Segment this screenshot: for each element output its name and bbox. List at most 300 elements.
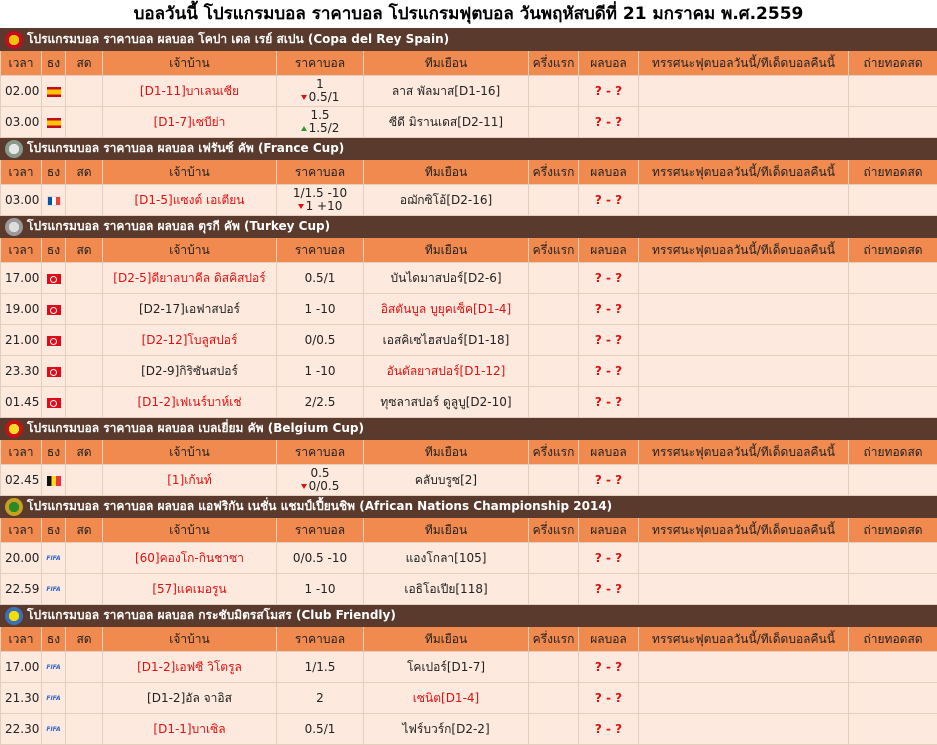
column-header-tips: ทรรศนะฟุตบอลวันนี้/ทีเด็ดบอลคืนนี้ xyxy=(639,518,849,543)
home-team-cell[interactable] xyxy=(103,574,277,605)
broadcast-cell xyxy=(849,76,937,107)
match-row xyxy=(1,683,937,714)
away-team[interactable]: บันไดมาสปอร์[D2-6] xyxy=(390,271,501,285)
match-row xyxy=(1,387,937,418)
flag-cell xyxy=(42,387,66,418)
match-row xyxy=(1,356,937,387)
away-team[interactable]: ทุซลาสปอร์ ดูลูบู[D2-10] xyxy=(380,395,511,409)
tips-cell xyxy=(639,652,849,683)
odds-cell xyxy=(277,652,364,683)
odds-cell xyxy=(277,683,364,714)
home-team[interactable]: [60]คองโก-กินชาซา xyxy=(135,551,244,565)
tips-cell xyxy=(639,356,849,387)
spain-cup-icon xyxy=(5,31,23,49)
column-header-odds: ราคาบอล xyxy=(277,51,364,76)
column-header-away: ทีมเยือน xyxy=(364,238,529,263)
tips-cell xyxy=(639,263,849,294)
match-time: 21.30 xyxy=(1,683,42,714)
league-name: โปรแกรมบอล ราคาบอล ผลบอล เบลเยี่ยม คัพ (Belgium Cup) xyxy=(27,421,364,435)
away-team[interactable]: อันตัลยาสปอร์[D1-12] xyxy=(387,364,506,378)
odds-value-2: 0.5/1 xyxy=(309,90,340,104)
league-bar xyxy=(1,418,937,440)
odds-cell xyxy=(277,294,364,325)
arrow-down-icon xyxy=(301,95,307,100)
column-header-live: สด xyxy=(66,627,103,652)
home-team[interactable]: [D2-5]ดียาลบาคีล ดิสคิสปอร์ xyxy=(113,271,265,285)
odds-block xyxy=(277,109,363,135)
home-team-cell[interactable] xyxy=(103,263,277,294)
result-score: ? - ? xyxy=(579,185,639,216)
tips-cell xyxy=(639,543,849,574)
flag-cell xyxy=(42,652,66,683)
odds-cell xyxy=(277,263,364,294)
odds-cell xyxy=(277,465,364,496)
page-title: บอลวันนี้ โปรแกรมบอล ราคาบอล โปรแกรมฟุตบอล วันพฤหัสบดีที่ 21 มกราคม พ.ศ.2559 xyxy=(0,0,937,28)
away-team[interactable]: เอสคิเซไฮสปอร์[D1-18] xyxy=(383,333,510,347)
home-team[interactable]: [D2-12]โบลูสปอร์ xyxy=(142,333,238,347)
match-row xyxy=(1,185,937,216)
column-header-tips: ทรรศนะฟุตบอลวันนี้/ทีเด็ดบอลคืนนี้ xyxy=(639,440,849,465)
half-time-cell xyxy=(529,714,579,745)
home-team[interactable]: [D1-11]บาเลนเซีย xyxy=(140,84,239,98)
odds-block xyxy=(277,78,363,104)
odds-line: 0/0.5 xyxy=(277,334,363,347)
tips-cell xyxy=(639,325,849,356)
away-team-cell[interactable] xyxy=(364,574,529,605)
league-name: โปรแกรมบอล ราคาบอล ผลบอล โคปา เดล เรย์ สเปน (Copa del Rey Spain) xyxy=(27,32,449,46)
home-team-cell[interactable] xyxy=(103,714,277,745)
flag-cell xyxy=(42,325,66,356)
home-team[interactable]: [1]เก้นท์ xyxy=(167,473,211,487)
live-cell xyxy=(66,76,103,107)
live-cell xyxy=(66,465,103,496)
live-cell xyxy=(66,263,103,294)
home-team[interactable]: [D1-2]เฟเนร์บาห์เช่ xyxy=(137,395,241,409)
home-team-cell[interactable] xyxy=(103,465,277,496)
broadcast-cell xyxy=(849,107,937,138)
column-header-time: เวลา xyxy=(1,160,42,185)
turkey-flag-icon xyxy=(47,367,61,377)
column-header-live: สด xyxy=(66,160,103,185)
match-time: 19.00 xyxy=(1,294,42,325)
home-team-cell[interactable] xyxy=(103,185,277,216)
match-time: 03.00 xyxy=(1,185,42,216)
column-header-live: สด xyxy=(66,518,103,543)
column-header-flag: ธง xyxy=(42,160,66,185)
column-header-home: เจ้าบ้าน xyxy=(103,51,277,76)
half-time-cell xyxy=(529,325,579,356)
odds-cell xyxy=(277,387,364,418)
odds-block xyxy=(277,692,363,705)
column-header-half: ครึ่งแรก xyxy=(529,51,579,76)
live-cell xyxy=(66,387,103,418)
half-time-cell xyxy=(529,294,579,325)
broadcast-cell xyxy=(849,683,937,714)
half-time-cell xyxy=(529,76,579,107)
fifa-flag-icon: FIFA xyxy=(46,725,62,734)
tips-cell xyxy=(639,465,849,496)
result-score: ? - ? xyxy=(579,652,639,683)
league-name: โปรแกรมบอล ราคาบอล ผลบอล กระชับมิตรสโมสร (Club Friendly) xyxy=(27,608,396,622)
broadcast-cell xyxy=(849,652,937,683)
turkey-flag-icon xyxy=(47,398,61,408)
arrow-down-icon xyxy=(298,204,304,209)
live-cell xyxy=(66,107,103,138)
away-team-cell[interactable] xyxy=(364,76,529,107)
flag-cell xyxy=(42,543,66,574)
match-time: 01.45 xyxy=(1,387,42,418)
column-header-odds: ราคาบอล xyxy=(277,160,364,185)
flag-cell xyxy=(42,683,66,714)
flag-cell xyxy=(42,76,66,107)
column-header-half: ครึ่งแรก xyxy=(529,160,579,185)
column-header-live: สด xyxy=(66,238,103,263)
column-header-half: ครึ่งแรก xyxy=(529,238,579,263)
home-team-cell[interactable] xyxy=(103,107,277,138)
result-score: ? - ? xyxy=(579,263,639,294)
away-team-cell[interactable] xyxy=(364,263,529,294)
match-time: 21.00 xyxy=(1,325,42,356)
home-team-cell[interactable] xyxy=(103,387,277,418)
away-team-cell[interactable] xyxy=(364,325,529,356)
flag-cell xyxy=(42,714,66,745)
column-header-away: ทีมเยือน xyxy=(364,51,529,76)
odds-line: 1/1.5 xyxy=(277,661,363,674)
belgium-cup-icon xyxy=(5,420,23,438)
column-header-time: เวลา xyxy=(1,518,42,543)
away-team[interactable]: ไฟร์บวร์ก[D2-2] xyxy=(402,722,489,736)
half-time-cell xyxy=(529,574,579,605)
odds-cell xyxy=(277,543,364,574)
home-team-cell[interactable] xyxy=(103,76,277,107)
odds-cell xyxy=(277,714,364,745)
broadcast-cell xyxy=(849,356,937,387)
match-row xyxy=(1,107,937,138)
away-team-cell[interactable] xyxy=(364,387,529,418)
away-team[interactable]: เซนิต[D1-4] xyxy=(413,691,479,705)
league-header xyxy=(1,496,937,518)
fifa-flag-icon: FIFA xyxy=(46,694,62,703)
match-time: 20.00 xyxy=(1,543,42,574)
column-header-home: เจ้าบ้าน xyxy=(103,160,277,185)
tips-cell xyxy=(639,294,849,325)
odds-line: 1 -10 xyxy=(277,583,363,596)
flag-cell xyxy=(42,263,66,294)
flag-cell xyxy=(42,185,66,216)
odds-block xyxy=(277,303,363,316)
home-team[interactable]: [57]แคเมอรูน xyxy=(152,582,226,596)
column-header-live: สด xyxy=(66,51,103,76)
result-score: ? - ? xyxy=(579,574,639,605)
league-name: โปรแกรมบอล ราคาบอล ผลบอล เฟรันซ์ คัพ (France Cup) xyxy=(27,141,344,155)
away-team[interactable]: คลับบรูซ[2] xyxy=(415,473,477,487)
odds-line: 2 xyxy=(277,692,363,705)
column-header-result: ผลบอล xyxy=(579,518,639,543)
column-header-broadcast: ถ่ายทอดสด xyxy=(849,440,937,465)
league-name: โปรแกรมบอล ราคาบอล ผลบอล แอฟริกัน เนชั่น แชมป์เปี้ยนชิพ (African Nations Championship 2014) xyxy=(27,499,612,513)
home-team[interactable]: [D1-5]แซงต์ เอเตียน xyxy=(135,193,245,207)
home-team-cell[interactable] xyxy=(103,356,277,387)
column-header-row xyxy=(1,160,937,185)
tips-cell xyxy=(639,107,849,138)
france-cup-icon xyxy=(5,140,23,158)
away-team-cell[interactable] xyxy=(364,107,529,138)
away-team[interactable]: เอธิโอเปีย[118] xyxy=(404,582,487,596)
away-team-cell[interactable] xyxy=(364,294,529,325)
away-team-cell[interactable] xyxy=(364,714,529,745)
broadcast-cell xyxy=(849,574,937,605)
flag-cell xyxy=(42,356,66,387)
column-header-row xyxy=(1,238,937,263)
home-team-cell[interactable] xyxy=(103,683,277,714)
odds-block xyxy=(277,552,363,565)
column-header-time: เวลา xyxy=(1,238,42,263)
tips-cell xyxy=(639,185,849,216)
result-score: ? - ? xyxy=(579,543,639,574)
tips-cell xyxy=(639,574,849,605)
spain-flag-icon xyxy=(47,118,61,128)
arrow-up-icon xyxy=(301,126,307,131)
flag-cell xyxy=(42,294,66,325)
turkey-flag-icon xyxy=(47,336,61,346)
half-time-cell xyxy=(529,356,579,387)
live-cell xyxy=(66,574,103,605)
odds-line-2 xyxy=(277,200,363,213)
fixtures-table xyxy=(0,28,937,745)
match-row xyxy=(1,294,937,325)
odds-block xyxy=(277,272,363,285)
league-bar xyxy=(1,605,937,627)
league-bar xyxy=(1,138,937,160)
club-friendly-icon xyxy=(5,607,23,625)
column-header-away: ทีมเยือน xyxy=(364,440,529,465)
odds-block xyxy=(277,661,363,674)
odds-line: 1 xyxy=(277,78,363,91)
column-header-half: ครึ่งแรก xyxy=(529,518,579,543)
broadcast-cell xyxy=(849,387,937,418)
column-header-flag: ธง xyxy=(42,440,66,465)
live-cell xyxy=(66,543,103,574)
league-header xyxy=(1,216,937,238)
africa-cup-icon xyxy=(5,498,23,516)
half-time-cell xyxy=(529,465,579,496)
home-team[interactable]: [D1-2]เอฟซี วิโตรูล xyxy=(137,660,242,674)
odds-line: 1 -10 xyxy=(277,365,363,378)
spain-flag-icon xyxy=(47,87,61,97)
match-time: 22.59 xyxy=(1,574,42,605)
broadcast-cell xyxy=(849,325,937,356)
france-flag-icon xyxy=(47,196,61,206)
broadcast-cell xyxy=(849,263,937,294)
fifa-flag-icon: FIFA xyxy=(46,663,62,672)
column-header-result: ผลบอล xyxy=(579,440,639,465)
column-header-away: ทีมเยือน xyxy=(364,627,529,652)
odds-cell xyxy=(277,325,364,356)
match-time: 02.45 xyxy=(1,465,42,496)
match-time: 17.00 xyxy=(1,652,42,683)
home-team-cell[interactable] xyxy=(103,652,277,683)
column-header-result: ผลบอล xyxy=(579,160,639,185)
odds-value-2: 1.5/2 xyxy=(309,121,340,135)
live-cell xyxy=(66,294,103,325)
result-score: ? - ? xyxy=(579,76,639,107)
league-bar xyxy=(1,29,937,51)
half-time-cell xyxy=(529,263,579,294)
column-header-odds: ราคาบอล xyxy=(277,627,364,652)
away-team-cell[interactable] xyxy=(364,652,529,683)
home-team[interactable]: [D1-7]เซบีย่า xyxy=(154,115,226,129)
odds-line: 1/1.5 -10 xyxy=(277,187,363,200)
away-team[interactable]: ลาส พัลมาส[D1-16] xyxy=(392,84,500,98)
odds-line: 2/2.5 xyxy=(277,396,363,409)
odds-cell xyxy=(277,76,364,107)
league-header xyxy=(1,29,937,51)
odds-value-2: 0/0.5 xyxy=(309,479,340,493)
half-time-cell xyxy=(529,107,579,138)
flag-cell xyxy=(42,107,66,138)
away-team-cell[interactable] xyxy=(364,465,529,496)
odds-line: 0.5 xyxy=(277,467,363,480)
away-team[interactable]: ซีดี มิรานเดส[D2-11] xyxy=(389,115,503,129)
turkey-cup-icon xyxy=(5,218,23,236)
broadcast-cell xyxy=(849,714,937,745)
odds-cell xyxy=(277,185,364,216)
result-score: ? - ? xyxy=(579,294,639,325)
result-score: ? - ? xyxy=(579,465,639,496)
live-cell xyxy=(66,714,103,745)
away-team-cell[interactable] xyxy=(364,683,529,714)
odds-line: 0.5/1 xyxy=(277,272,363,285)
broadcast-cell xyxy=(849,185,937,216)
odds-line-2 xyxy=(277,480,363,493)
odds-block xyxy=(277,334,363,347)
match-row xyxy=(1,76,937,107)
column-header-odds: ราคาบอล xyxy=(277,440,364,465)
result-score: ? - ? xyxy=(579,387,639,418)
column-header-result: ผลบอล xyxy=(579,627,639,652)
half-time-cell xyxy=(529,387,579,418)
broadcast-cell xyxy=(849,543,937,574)
match-time: 17.00 xyxy=(1,263,42,294)
tips-cell xyxy=(639,683,849,714)
match-time: 22.30 xyxy=(1,714,42,745)
live-cell xyxy=(66,652,103,683)
column-header-flag: ธง xyxy=(42,51,66,76)
fifa-flag-icon: FIFA xyxy=(46,585,62,594)
away-team[interactable]: แองโกลา[105] xyxy=(406,551,487,565)
column-header-live: สด xyxy=(66,440,103,465)
home-team-cell[interactable] xyxy=(103,543,277,574)
match-row xyxy=(1,543,937,574)
column-header-result: ผลบอล xyxy=(579,238,639,263)
arrow-down-icon xyxy=(301,484,307,489)
column-header-row xyxy=(1,440,937,465)
odds-block xyxy=(277,583,363,596)
odds-line: 1 -10 xyxy=(277,303,363,316)
column-header-time: เวลา xyxy=(1,627,42,652)
home-team[interactable]: [D1-2]อัล จาอิส xyxy=(147,691,232,705)
column-header-home: เจ้าบ้าน xyxy=(103,627,277,652)
odds-block xyxy=(277,467,363,493)
match-row xyxy=(1,465,937,496)
match-row xyxy=(1,325,937,356)
away-team-cell[interactable] xyxy=(364,543,529,574)
column-header-home: เจ้าบ้าน xyxy=(103,238,277,263)
away-team[interactable]: อิสตันบูล บูยุคเซ็ค[D1-4] xyxy=(381,302,511,316)
odds-cell xyxy=(277,107,364,138)
home-team[interactable]: [D2-17]เอฟาสปอร์ xyxy=(139,302,240,316)
odds-line: 0.5/1 xyxy=(277,723,363,736)
home-team[interactable]: [D2-9]กิริซันสปอร์ xyxy=(141,364,238,378)
live-cell xyxy=(66,325,103,356)
column-header-tips: ทรรศนะฟุตบอลวันนี้/ทีเด็ดบอลคืนนี้ xyxy=(639,160,849,185)
result-score: ? - ? xyxy=(579,107,639,138)
half-time-cell xyxy=(529,652,579,683)
odds-cell xyxy=(277,356,364,387)
flag-cell xyxy=(42,574,66,605)
live-cell xyxy=(66,356,103,387)
column-header-time: เวลา xyxy=(1,440,42,465)
result-score: ? - ? xyxy=(579,683,639,714)
result-score: ? - ? xyxy=(579,356,639,387)
column-header-half: ครึ่งแรก xyxy=(529,627,579,652)
column-header-broadcast: ถ่ายทอดสด xyxy=(849,238,937,263)
match-time: 23.30 xyxy=(1,356,42,387)
league-name: โปรแกรมบอล ราคาบอล ผลบอล ตุรกี คัพ (Turkey Cup) xyxy=(27,219,330,233)
column-header-time: เวลา xyxy=(1,51,42,76)
live-cell xyxy=(66,683,103,714)
column-header-flag: ธง xyxy=(42,518,66,543)
away-team-cell[interactable] xyxy=(364,185,529,216)
away-team-cell[interactable] xyxy=(364,356,529,387)
home-team-cell[interactable] xyxy=(103,325,277,356)
odds-value-2: 1 +10 xyxy=(306,199,343,213)
column-header-broadcast: ถ่ายทอดสด xyxy=(849,160,937,185)
odds-line-2 xyxy=(277,91,363,104)
odds-block xyxy=(277,365,363,378)
half-time-cell xyxy=(529,683,579,714)
home-team-cell[interactable] xyxy=(103,294,277,325)
column-header-home: เจ้าบ้าน xyxy=(103,518,277,543)
odds-line-2 xyxy=(277,122,363,135)
turkey-flag-icon xyxy=(47,305,61,315)
match-time: 02.00 xyxy=(1,76,42,107)
belgium-flag-icon xyxy=(47,476,61,486)
league-header xyxy=(1,605,937,627)
away-team[interactable]: อฌักซิโอ้[D2-16] xyxy=(400,193,492,207)
home-team[interactable]: [D1-1]บาเซิล xyxy=(153,722,225,736)
match-row xyxy=(1,714,937,745)
column-header-odds: ราคาบอล xyxy=(277,518,364,543)
column-header-odds: ราคาบอล xyxy=(277,238,364,263)
flag-cell xyxy=(42,465,66,496)
column-header-row xyxy=(1,518,937,543)
column-header-away: ทีมเยือน xyxy=(364,518,529,543)
column-header-row xyxy=(1,51,937,76)
match-row xyxy=(1,574,937,605)
column-header-broadcast: ถ่ายทอดสด xyxy=(849,627,937,652)
broadcast-cell xyxy=(849,465,937,496)
column-header-broadcast: ถ่ายทอดสด xyxy=(849,518,937,543)
column-header-tips: ทรรศนะฟุตบอลวันนี้/ทีเด็ดบอลคืนนี้ xyxy=(639,627,849,652)
league-bar xyxy=(1,496,937,518)
column-header-away: ทีมเยือน xyxy=(364,160,529,185)
match-row xyxy=(1,652,937,683)
odds-line: 0/0.5 -10 xyxy=(277,552,363,565)
odds-line: 1.5 xyxy=(277,109,363,122)
half-time-cell xyxy=(529,185,579,216)
away-team[interactable]: โคเปอร์[D1-7] xyxy=(407,660,485,674)
